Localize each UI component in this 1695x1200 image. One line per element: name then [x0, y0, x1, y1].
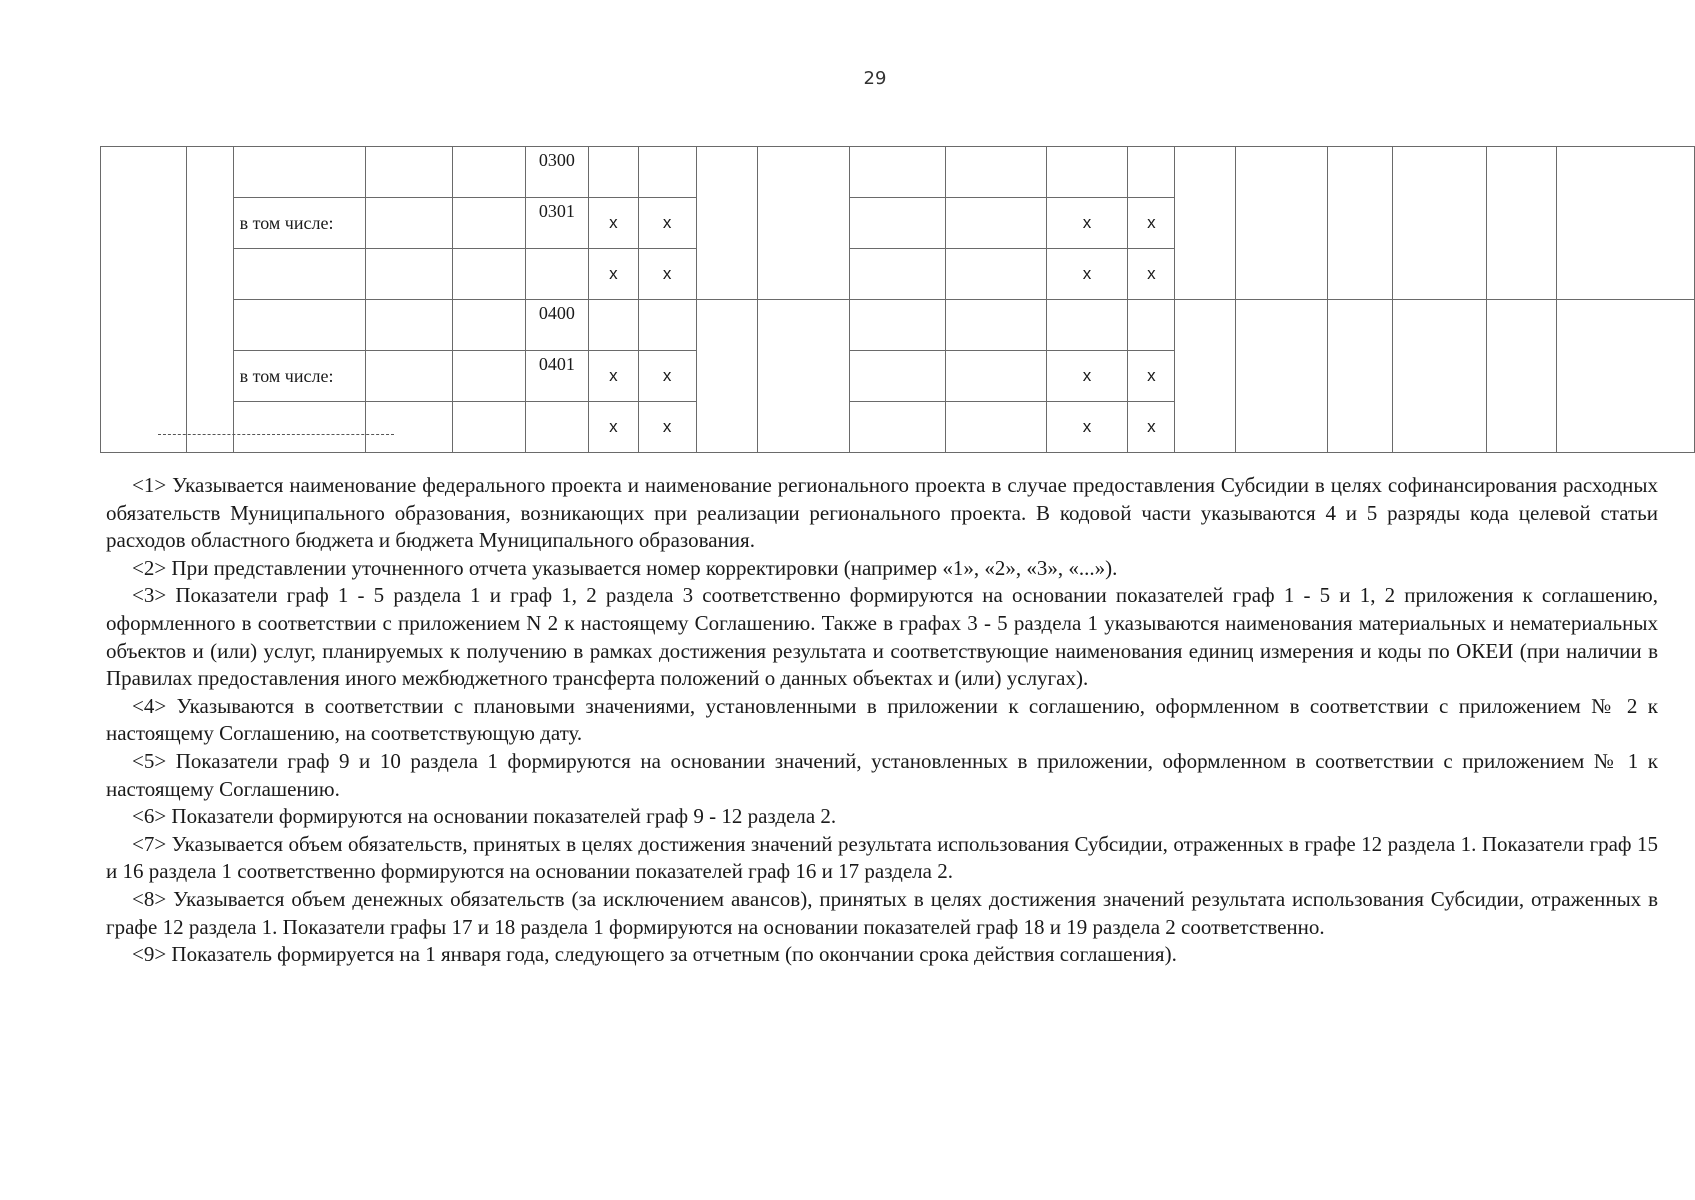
footnote-1: <1> Указывается наименование федерального проекта и наименование регионального проекта в случае предоставления Субсидии в целях софинансирования расходных обязательств Муниципального образования, возникающих при реализации регионального проекта. В кодовой части указываются 4 и 5 разряды кода целевой статьи расходов областного бюджета и бюджета Муниципального образования. — [106, 473, 1658, 553]
x-mark: x — [1046, 198, 1128, 249]
row-label: в том числе: — [233, 351, 366, 402]
row-code: 0301 — [525, 198, 588, 249]
table-cell — [366, 147, 453, 198]
x-mark: x — [1128, 249, 1175, 300]
row-label — [233, 147, 366, 198]
row-code: 0401 — [525, 351, 588, 402]
table-cell — [1392, 147, 1487, 300]
table-cell — [366, 300, 453, 351]
table-cell — [1392, 300, 1487, 453]
table-cell — [945, 147, 1046, 198]
table-cell — [366, 402, 453, 453]
table-cell — [1557, 300, 1695, 453]
x-mark: x — [1128, 198, 1175, 249]
table-cell — [186, 147, 233, 453]
table-cell — [453, 300, 526, 351]
table-cell — [366, 249, 453, 300]
footnote-8: <8> Указывается объем денежных обязательств (за исключением авансов), принятых в целях достижения значений результата использования Субсидии, отраженных в графе 12 раздела 1. Показатели графы 17 и 18 раздела 1 формируются на основании показателей граф 18 и 19 раздела 2 соответственно. — [106, 886, 1658, 939]
x-mark: x — [588, 402, 638, 453]
row-code: 0300 — [525, 147, 588, 198]
x-mark: x — [638, 351, 696, 402]
page-number: 29 — [863, 68, 887, 89]
table-cell — [1236, 300, 1328, 453]
table-cell — [101, 147, 187, 453]
report-table — [100, 146, 1695, 453]
footnote-7: <7> Указывается объем обязательств, принятых в целях достижения значений результата использования Субсидии, отраженных в графе 12 раздела 1. Показатели граф 15 и 16 раздела 1 соответственно формируются на основании показателей граф 16 и 17 раздела 2. — [106, 831, 1658, 884]
footnote-9: <9> Показатель формируется на 1 января года, следующего за отчетным (по окончании срока действия соглашения). — [132, 942, 1177, 967]
x-mark — [638, 300, 696, 351]
table-cell — [945, 249, 1046, 300]
table-cell — [850, 147, 946, 198]
table-cell — [1557, 147, 1695, 300]
table-cell — [453, 402, 526, 453]
table-cell — [1327, 147, 1392, 300]
table-cell — [850, 198, 946, 249]
x-mark — [588, 300, 638, 351]
table-cell — [945, 198, 1046, 249]
footnotes — [106, 472, 1658, 969]
x-mark: x — [638, 249, 696, 300]
x-mark: x — [588, 249, 638, 300]
x-mark — [638, 147, 696, 198]
footnote-5: <5> Показатели граф 9 и 10 раздела 1 формируются на основании значений, установленных в приложении, оформленном в соответствии с приложением № 1 к настоящему Соглашению. — [106, 748, 1658, 801]
table-cell — [366, 198, 453, 249]
table-cell — [453, 147, 526, 198]
x-mark: x — [1046, 402, 1128, 453]
x-mark — [1128, 147, 1175, 198]
x-mark — [1046, 147, 1128, 198]
x-mark: x — [1128, 351, 1175, 402]
table-cell — [850, 249, 946, 300]
x-mark — [1128, 300, 1175, 351]
table-cell — [453, 351, 526, 402]
x-mark: x — [588, 351, 638, 402]
x-mark — [588, 147, 638, 198]
row-label — [233, 300, 366, 351]
table-cell — [1487, 300, 1557, 453]
x-mark: x — [638, 402, 696, 453]
row-code — [525, 249, 588, 300]
row-code — [525, 402, 588, 453]
table-cell — [850, 402, 946, 453]
row-label — [233, 402, 366, 453]
x-mark: x — [1046, 351, 1128, 402]
table-cell — [453, 249, 526, 300]
table-cell — [945, 402, 1046, 453]
table-cell — [696, 300, 758, 453]
footnote-2: <2> При представлении уточненного отчета указывается номер корректировки (например «1», «2», «3», «...»). — [132, 555, 1118, 580]
table-cell — [696, 147, 758, 300]
table-cell — [850, 300, 946, 351]
table-cell — [1327, 300, 1392, 453]
row-label — [233, 249, 366, 300]
table-cell — [1175, 300, 1236, 453]
x-mark: x — [638, 198, 696, 249]
x-mark: x — [1128, 402, 1175, 453]
table-cell — [945, 351, 1046, 402]
x-mark: x — [1046, 249, 1128, 300]
table-row — [101, 300, 1695, 351]
table-cell — [758, 147, 850, 300]
table-cell — [758, 300, 850, 453]
footnote-4: <4> Указываются в соответствии с плановыми значениями, установленными в приложении к соглашению, оформленном в соответствии с приложением № 2 к настоящему Соглашению, на соответствующую дату. — [106, 693, 1658, 746]
table-cell — [1236, 147, 1328, 300]
table-cell — [1487, 147, 1557, 300]
table-cell — [366, 351, 453, 402]
table-cell — [945, 300, 1046, 351]
table-cell — [1175, 147, 1236, 300]
table-cell — [453, 198, 526, 249]
table-cell — [850, 351, 946, 402]
row-code: 0400 — [525, 300, 588, 351]
row-label: в том числе: — [233, 198, 366, 249]
x-mark — [1046, 300, 1128, 351]
x-mark: x — [588, 198, 638, 249]
footnote-separator — [158, 434, 394, 435]
footnote-6: <6> Показатели формируются на основании показателей граф 9 - 12 раздела 2. — [132, 804, 837, 829]
footnote-3: <3> Показатели граф 1 - 5 раздела 1 и граф 1, 2 раздела 3 соответственно формируются на основании показателей граф 1 - 5 и 1, 2 приложения к соглашению, оформленного в соответствии с приложением N 2 к настоящему Соглашению. Также в графах 3 - 5 раздела 1 указываются наименования материальных и нематериальных объектов и (или) услуг, планируемых к получению в рамках достижения результата и соответствующие наименования единиц измерения и коды по ОКЕИ (при наличии в Правилах предоставления иного межбюджетного трансферта положений о данных объектах и (или) услугах). — [106, 583, 1658, 691]
table-row — [101, 147, 1695, 198]
